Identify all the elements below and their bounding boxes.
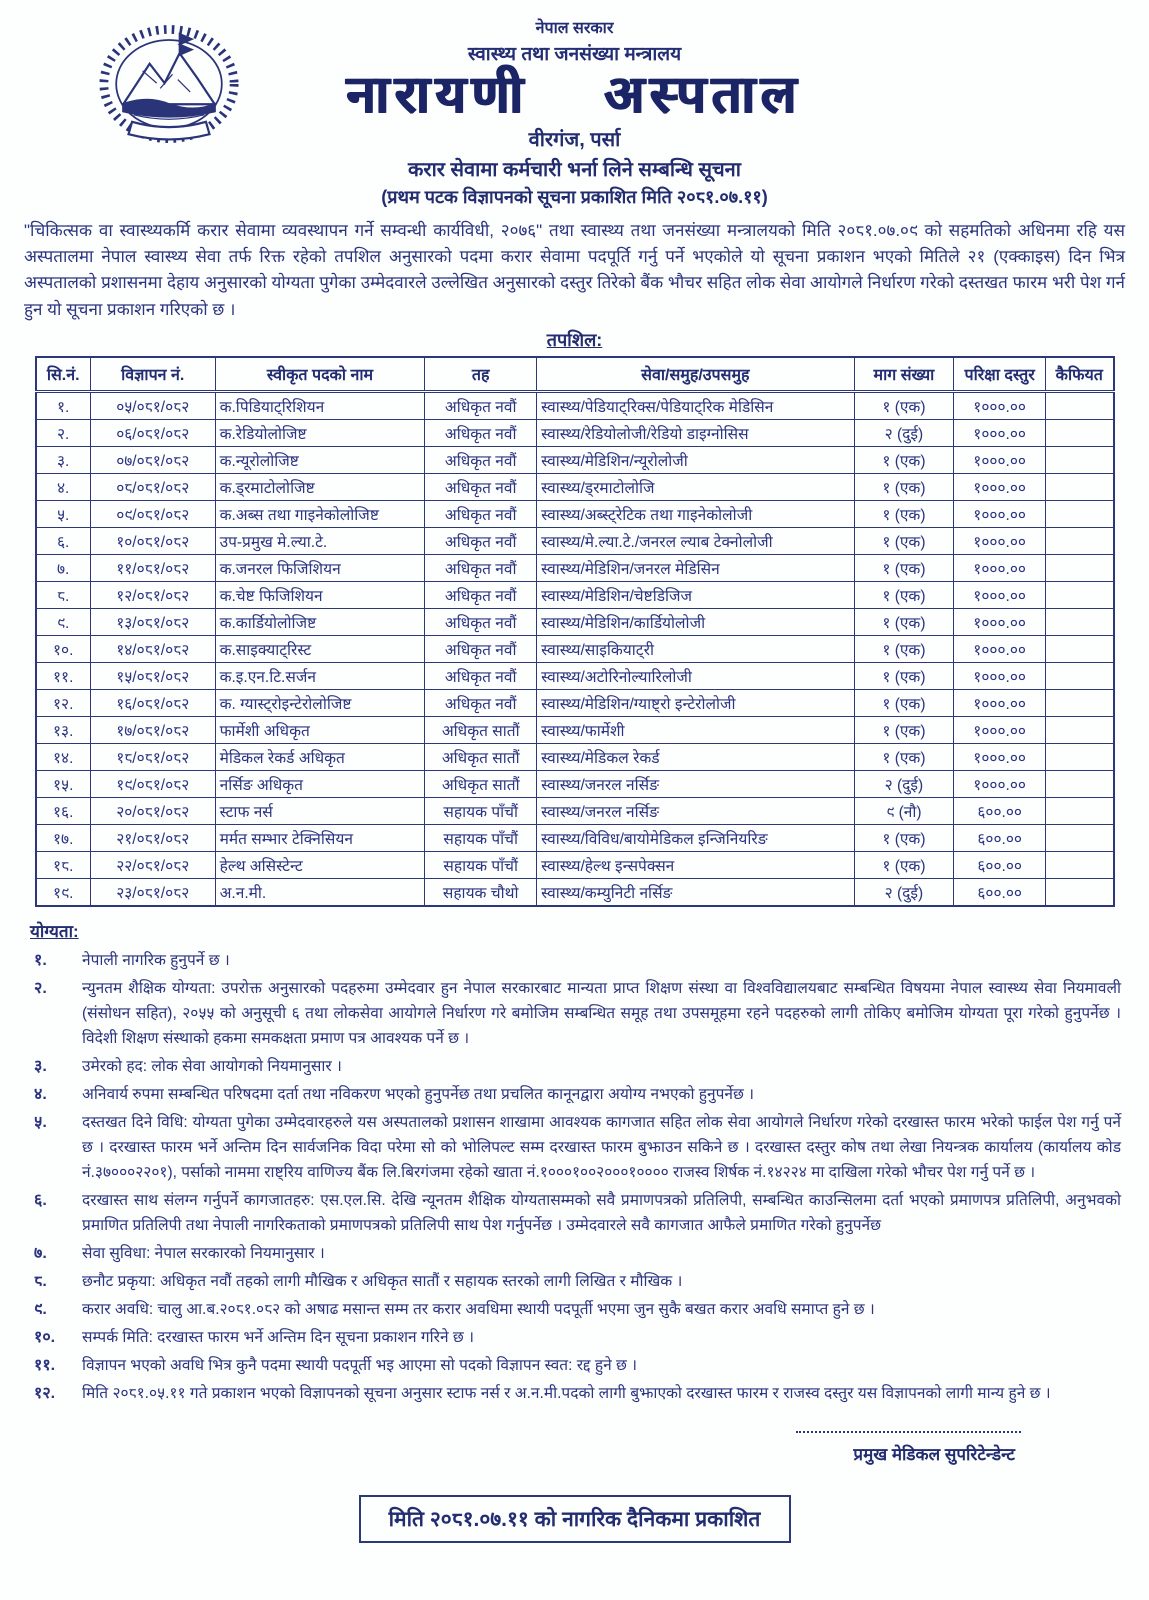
- table-cell: १०००.००: [954, 662, 1046, 689]
- qualification-item-text: करार अवधि: चालु आ.ब.२०८१.०८२ को अषाढ मसान्त सम्म तर करार अवधिमा स्थायी पदपूर्ती भएमा जुन सुकै बखत करार अवधि समाप्त हुने छ ।: [82, 1300, 875, 1318]
- table-cell: ७.: [36, 554, 91, 581]
- table-cell: फार्मेशी अधिकृत: [215, 716, 425, 743]
- table-cell: १६.: [36, 797, 91, 824]
- table-cell: १७.: [36, 824, 91, 851]
- government-line: नेपाल सरकार: [535, 20, 614, 37]
- table-cell: क.पिडियाट्रिशियन: [215, 391, 425, 419]
- table-cell: २ (दुई): [854, 770, 954, 797]
- table-cell: स्टाफ नर्स: [215, 797, 425, 824]
- table-cell: १९/०८१/०८२: [90, 770, 215, 797]
- table-cell: १ (एक): [854, 473, 954, 500]
- table-cell: स्वास्थ्य/मेडिशिन/कार्डियोलोजी: [537, 608, 854, 635]
- table-cell: स्वास्थ्य/अटोरिनोल्यारिलोजी: [537, 662, 854, 689]
- qualification-item: [24, 1110, 1125, 1185]
- table-cell: १ (एक): [854, 446, 954, 473]
- table-cell: [1046, 581, 1114, 608]
- table-cell: अधिकृत नवौं: [425, 391, 537, 419]
- qualification-item: [24, 948, 1125, 973]
- qualification-item-number: ९.: [34, 1300, 47, 1318]
- table-cell: १०००.००: [954, 770, 1046, 797]
- table-cell: [1046, 391, 1114, 419]
- qualification-item: [24, 1188, 1125, 1238]
- table-cell: [1046, 527, 1114, 554]
- table-cell: [1046, 824, 1114, 851]
- table-header-row: [36, 357, 1114, 392]
- table-cell: ३.: [36, 446, 91, 473]
- qualification-item: [24, 1082, 1125, 1107]
- table-cell: १ (एक): [854, 581, 954, 608]
- table-cell: २०/०८१/०८२: [90, 797, 215, 824]
- table-cell: १०००.००: [954, 473, 1046, 500]
- table-cell: १३/०८१/०८२: [90, 608, 215, 635]
- qualification-item-text: विज्ञापन भएको अवधि भित्र कुनै पदमा स्थायी पदपूर्ती भइ आएमा सो पदको विज्ञापन स्वत: रद्द हुने छ ।: [82, 1356, 638, 1374]
- table-cell: १०/०८१/०८२: [90, 527, 215, 554]
- table-cell: अधिकृत सातौं: [425, 743, 537, 770]
- table-cell: [1046, 797, 1114, 824]
- intro-paragraph: "चिकित्सक वा स्वास्थ्यकर्मि करार सेवामा व्यवस्थापन गर्ने सम्वन्धी कार्यविधी, २०७६" तथा स्वास्थ्य तथा जनसंख्या मन्त्रालयको मिति २०८१.०७.०९ को सहमतिको अधिनमा रहि यस अस्पतालमा नेपाल स्वास्थ्य सेवा तर्फ रिक्त रहेको तपशिल अनुसारको पदमा करार सेवामा पदपूर्ति गर्नु पर्ने भएकोले यो सूचना प्रकाशन भएको मितिले २१ (एक्काइस) दिन भित्र अस्पतालको प्रशासनमा देहाय अनुसारको योग्यता पुगेका उम्मेदवारले उल्लेखित अनुसारको दस्तुर तिरेको बैंक भौचर सहित लोक सेवा आयोगले निर्धारण गरेको दस्तखत फारम भरी पेश गर्न हुन यो सूचना प्रकाशन गरिएको छ ।: [24, 220, 1125, 319]
- qualification-item-text: छनौट प्रकृया: अधिकृत नवौं तहको लागी मौखिक र अधिकृत सातौं र सहायक स्तरको लागी लिखित र मौखिक ।: [82, 1272, 683, 1290]
- table-cell: २.: [36, 419, 91, 446]
- table-cell: स्वास्थ्य/रेडियोलोजी/रेडियो डाइग्नोसिस: [537, 419, 854, 446]
- qualification-item-number: २.: [34, 979, 47, 997]
- qualification-item-number: ११.: [34, 1356, 56, 1374]
- table-cell: क.जनरल फिजिशियन: [215, 554, 425, 581]
- qualifications-heading: योग्यता:: [30, 921, 79, 941]
- table-row: [36, 446, 1114, 473]
- table-cell: १ (एक): [854, 608, 954, 635]
- qualification-item-text: नेपाली नागरिक हुनुपर्ने छ ।: [82, 951, 230, 969]
- table-row: [36, 689, 1114, 716]
- table-cell: स्वास्थ्य/मे.ल्या.टे./जनरल ल्याब टेक्नोलोजी: [537, 527, 854, 554]
- table-cell: [1046, 635, 1114, 662]
- qualification-item-text: सम्पर्क मिति: दरखास्त फारम भर्ने अन्तिम दिन सूचना प्रकाशन गरिने छ ।: [82, 1328, 474, 1346]
- table-cell: ०६/०८१/०८२: [90, 419, 215, 446]
- table-cell: अधिकृत नवौं: [425, 473, 537, 500]
- table-cell: ६.: [36, 527, 91, 554]
- notice-subtitle: (प्रथम पटक विज्ञापनको सूचना प्रकाशित मिति २०८१.०७.११): [381, 186, 768, 207]
- table-cell: ८.: [36, 581, 91, 608]
- table-cell: [1046, 878, 1114, 906]
- table-cell: स्वास्थ्य/साइकियाट्री: [537, 635, 854, 662]
- table-cell: मर्मत सम्भार टेक्निसियन: [215, 824, 425, 851]
- hospital-location: वीरगंज, पर्सा: [528, 128, 621, 151]
- signature-block: [24, 1420, 1021, 1465]
- table-cell: [1046, 770, 1114, 797]
- col-header-quantity: माग संख्या: [854, 357, 954, 392]
- table-cell: १ (एक): [854, 635, 954, 662]
- table-cell: १८/०८१/०८२: [90, 743, 215, 770]
- qualification-item-number: ८.: [34, 1272, 47, 1290]
- qualification-item: [24, 1269, 1125, 1294]
- table-cell: [1046, 851, 1114, 878]
- table-row: [36, 770, 1114, 797]
- table-cell: स्वास्थ्य/फार्मेशी: [537, 716, 854, 743]
- table-cell: ९.: [36, 608, 91, 635]
- table-row: [36, 743, 1114, 770]
- table-cell: १८.: [36, 851, 91, 878]
- table-cell: १ (एक): [854, 824, 954, 851]
- table-cell: १२/०८१/०८२: [90, 581, 215, 608]
- table-row: [36, 527, 1114, 554]
- table-row: [36, 878, 1114, 906]
- table-row: [36, 716, 1114, 743]
- table-cell: १ (एक): [854, 662, 954, 689]
- table-cell: स्वास्थ्य/मेडिशिन/जनरल मेडिसिन: [537, 554, 854, 581]
- table-cell: १३.: [36, 716, 91, 743]
- col-header-exam-fee: परिक्षा दस्तुर: [954, 357, 1046, 392]
- table-row: [36, 851, 1114, 878]
- table-cell: क.रेडियोलोजिष्ट: [215, 419, 425, 446]
- qualification-item-text: दरखास्त साथ संलग्न गर्नुपर्ने कागजातहरु: एस.एल.सि. देखि न्यूनतम शैक्षिक योग्यतासम्मको सवै प्रमाणपत्रको प्रतिलिपी, सम्बन्धित काउन्सिलमा दर्ता भएको प्रमाणपत्र प्रतिलिपी, अनुभवको प्रमाणित प्रतिलिपी तथा नेपाली नागरिकताको प्रमाणपत्रको प्रतिलिपी साथ पेश गर्नुपर्नेछ । उम्मेदवारले सवै कागजात आफैले प्रमाणित गरेको हुनुपर्नेछ: [82, 1191, 1121, 1234]
- table-cell: १ (एक): [854, 527, 954, 554]
- table-cell: २२/०८१/०८२: [90, 851, 215, 878]
- table-cell: १ (एक): [854, 500, 954, 527]
- table-cell: १०००.००: [954, 391, 1046, 419]
- table-cell: [1046, 419, 1114, 446]
- table-cell: [1046, 500, 1114, 527]
- table-cell: १५/०८१/०८२: [90, 662, 215, 689]
- table-cell: १६/०८१/०८२: [90, 689, 215, 716]
- table-cell: १२.: [36, 689, 91, 716]
- qualification-item: [24, 1353, 1125, 1378]
- qualification-item-number: ६.: [34, 1191, 47, 1209]
- table-cell: स्वास्थ्य/विविध/बायोमेडिकल इन्जिनियरिङ: [537, 824, 854, 851]
- qualifications-list: [24, 948, 1125, 1406]
- table-cell: स्वास्थ्य/ड्रमाटोलोजि: [537, 473, 854, 500]
- table-cell: स्वास्थ्य/जनरल नर्सिङ: [537, 770, 854, 797]
- table-cell: ६००.००: [954, 797, 1046, 824]
- table-cell: क.कार्डियोलोजिष्ट: [215, 608, 425, 635]
- table-cell: क. ग्यास्ट्रोइन्टेरोलोजिष्ट: [215, 689, 425, 716]
- table-cell: अधिकृत नवौं: [425, 689, 537, 716]
- publication-note-box: मिति २०८१.०७.११ को नागरिक दैनिकमा प्रकाशित: [359, 1495, 791, 1543]
- table-cell: अधिकृत नवौं: [425, 500, 537, 527]
- notice-title: करार सेवामा कर्मचारी भर्ना लिने सम्बन्धि सूचना: [408, 158, 741, 181]
- table-cell: १७/०८१/०८२: [90, 716, 215, 743]
- table-cell: नर्सिङ अधिकृत: [215, 770, 425, 797]
- table-cell: ६००.००: [954, 824, 1046, 851]
- table-cell: १४.: [36, 743, 91, 770]
- table-cell: अधिकृत नवौं: [425, 662, 537, 689]
- qualification-item-text: उमेरको हद: लोक सेवा आयोगको नियमानुसार ।: [82, 1057, 342, 1075]
- table-caption: तपशिल:: [546, 329, 603, 350]
- table-cell: स्वास्थ्य/मेडिशिन/न्यूरोलोजी: [537, 446, 854, 473]
- table-cell: हेल्थ असिस्टेन्ट: [215, 851, 425, 878]
- qualification-item-text: अनिवार्य रुपमा सम्बन्धित परिषदमा दर्ता तथा नविकरण भएको हुनुपर्नेछ तथा प्रचलित कानूनद्वारा अयोग्य नभएको हुनुपर्नेछ ।: [82, 1085, 755, 1103]
- table-cell: स्वास्थ्य/मेडिकल रेकर्ड: [537, 743, 854, 770]
- table-cell: १०००.००: [954, 608, 1046, 635]
- table-cell: क.न्यूरोलोजिष्ट: [215, 446, 425, 473]
- table-cell: क.इ.एन.टि.सर्जन: [215, 662, 425, 689]
- table-row: [36, 419, 1114, 446]
- table-row: [36, 635, 1114, 662]
- table-cell: क.ड्रमाटोलोजिष्ट: [215, 473, 425, 500]
- table-cell: स्वास्थ्य/मेडिशिन/चेष्टडिजिज: [537, 581, 854, 608]
- signature-title: प्रमुख मेडिकल सुपरिटेन्डेन्ट: [853, 1444, 1015, 1464]
- qualification-item-text: मिति २०८१.०५.११ गते प्रकाशन भएको विज्ञापनको सूचना अनुसार स्टाफ नर्स र अ.न.मी.पदको लागी बुझाएको दरखास्त फारम र राजस्व दस्तुर यस विज्ञापनको लागी मान्य हुने छ ।: [82, 1384, 1051, 1402]
- table-cell: स्वास्थ्य/पेडियाट्रिक्स/पेडियाट्रिक मेडिसिन: [537, 391, 854, 419]
- signature-dotted-line: [796, 1421, 1021, 1433]
- table-row: [36, 581, 1114, 608]
- table-cell: ११.: [36, 662, 91, 689]
- table-cell: २३/०८१/०८२: [90, 878, 215, 906]
- table-cell: अधिकृत नवौं: [425, 635, 537, 662]
- qualification-item: [24, 976, 1125, 1051]
- qualification-item-text: सेवा सुविधा: नेपाल सरकारको नियमानुसार ।: [82, 1244, 325, 1262]
- table-cell: १ (एक): [854, 391, 954, 419]
- qualification-item-number: ४.: [34, 1085, 47, 1103]
- table-cell: ०५/०८१/०८२: [90, 391, 215, 419]
- qualification-item: [24, 1297, 1125, 1322]
- qualification-item-number: ५.: [34, 1113, 47, 1131]
- table-cell: १०००.००: [954, 743, 1046, 770]
- qualification-item-number: १.: [34, 951, 47, 969]
- table-cell: ४.: [36, 473, 91, 500]
- qualification-item-number: १२.: [34, 1384, 56, 1402]
- qualification-item-text: दस्तखत दिने विधि: योग्यता पुगेका उम्मेदवारहरुले यस अस्पतालको प्रशासन शाखामा आवश्यक कागजात सहित लोक सेवा आयोगले निर्धारण गरेको दरखास्त फारम भरेको फाईल पेश गर्नु पर्ने छ । दरखास्त फारम भर्ने अन्तिम दिन सार्वजनिक विदा परेमा सो को भोलिपल्ट सम्म दरखास्त फारम बुझाउन सकिने छ । दरखास्त दस्तुर कोष तथा लेखा नियन्त्रक कार्यालय (कार्यालय कोड नं.३७०००२२०१), पर्साको नाममा राष्ट्रिय वाणिज्य बैंक लि.बिरगंजमा रहेको खाता नं.१०००१००२०००१०००० राजस्व शिर्षक नं.१४२२४ मा दाखिला गरेको भौचर पेश गर्नु पर्ने छ ।: [82, 1113, 1121, 1181]
- table-cell: स्वास्थ्य/अब्स्ट्रेटिक तथा गाइनेकोलोजी: [537, 500, 854, 527]
- table-row: [36, 608, 1114, 635]
- col-header-level: तह: [425, 357, 537, 392]
- table-row: [36, 662, 1114, 689]
- table-cell: [1046, 689, 1114, 716]
- table-cell: स्वास्थ्य/मेडिशिन/ग्याष्ट्रो इन्टेरोलोजी: [537, 689, 854, 716]
- table-cell: ६००.००: [954, 878, 1046, 906]
- table-cell: ९ (नौ): [854, 797, 954, 824]
- table-cell: १ (एक): [854, 554, 954, 581]
- table-row: [36, 500, 1114, 527]
- table-cell: १०००.००: [954, 446, 1046, 473]
- table-cell: २ (दुई): [854, 419, 954, 446]
- table-cell: १०००.००: [954, 527, 1046, 554]
- table-cell: १ (एक): [854, 851, 954, 878]
- table-cell: क.अब्स तथा गाइनेकोलोजिष्ट: [215, 500, 425, 527]
- table-cell: [1046, 608, 1114, 635]
- table-cell: १४/०८१/०८२: [90, 635, 215, 662]
- table-cell: ११/०८१/०८२: [90, 554, 215, 581]
- ministry-line: स्वास्थ्य तथा जनसंख्या मन्त्रालय: [467, 44, 682, 65]
- table-cell: अधिकृत नवौं: [425, 554, 537, 581]
- table-cell: [1046, 473, 1114, 500]
- table-cell: १०००.००: [954, 554, 1046, 581]
- hospital-title: नारायणी अस्पताल: [346, 66, 803, 124]
- table-cell: [1046, 446, 1114, 473]
- table-cell: अधिकृत नवौं: [425, 446, 537, 473]
- table-cell: १ (एक): [854, 716, 954, 743]
- table-cell: अधिकृत सातौं: [425, 716, 537, 743]
- col-header-service-group: सेवा/समुह/उपसमुह: [537, 357, 854, 392]
- table-cell: ०७/०८१/०८२: [90, 446, 215, 473]
- qualification-item-number: ७.: [34, 1244, 47, 1262]
- table-cell: १०००.००: [954, 500, 1046, 527]
- nepal-government-emblem-icon: [80, 18, 258, 150]
- table-cell: स्वास्थ्य/हेल्थ इन्सपेक्सन: [537, 851, 854, 878]
- table-cell: १०.: [36, 635, 91, 662]
- table-cell: १०००.००: [954, 581, 1046, 608]
- qualification-item-number: ३.: [34, 1057, 47, 1075]
- col-header-sn: सि.नं.: [36, 357, 91, 392]
- col-header-post-name: स्वीकृत पदको नाम: [215, 357, 425, 392]
- table-cell: स्वास्थ्य/जनरल नर्सिङ: [537, 797, 854, 824]
- table-cell: १०००.००: [954, 716, 1046, 743]
- table-cell: १ (एक): [854, 689, 954, 716]
- table-cell: १०००.००: [954, 635, 1046, 662]
- table-cell: १.: [36, 391, 91, 419]
- table-cell: क.चेष्ट फिजिशियन: [215, 581, 425, 608]
- table-cell: सहायक पाँचौं: [425, 824, 537, 851]
- table-cell: स्वास्थ्य/कम्युनिटी नर्सिङ: [537, 878, 854, 906]
- table-cell: १०००.००: [954, 689, 1046, 716]
- qualification-item: [24, 1325, 1125, 1350]
- table-cell: १५.: [36, 770, 91, 797]
- table-cell: [1046, 743, 1114, 770]
- table-row: [36, 391, 1114, 419]
- table-cell: सहायक चौथो: [425, 878, 537, 906]
- table-cell: ५.: [36, 500, 91, 527]
- table-cell: [1046, 662, 1114, 689]
- table-row: [36, 554, 1114, 581]
- table-cell: अधिकृत नवौं: [425, 608, 537, 635]
- qualification-item-text: न्युनतम शैक्षिक योग्यता: उपरोक्त अनुसारको पदहरुमा उम्मेदवार हुन नेपाल सरकारबाट मान्यता प्राप्त शिक्षण संस्था वा विश्वविद्यालयबाट सम्बन्धित विषयमा नेपाल स्वास्थ्य सेवा नियमावली (संसोधन सहित), २०५५ को अनुसूची ६ तथा लोकसेवा आयोगले निर्धारण गरे बमोजिम सम्बन्धित समूह तथा उपसमूहमा रहने पदहरुको लागी तोकिए बमोजिम योग्यता पूरा गरेको हुनुपर्नेछ । विदेशी शिक्षण संस्थाको हकमा समकक्षता प्रमाण पत्र आवश्यक पर्ने छ ।: [82, 979, 1121, 1047]
- table-row: [36, 797, 1114, 824]
- table-cell: मेडिकल रेकर्ड अधिकृत: [215, 743, 425, 770]
- table-cell: [1046, 716, 1114, 743]
- table-cell: १०००.००: [954, 419, 1046, 446]
- document-header: [24, 16, 1125, 209]
- table-cell: सहायक पाँचौं: [425, 797, 537, 824]
- qualification-item-number: १०.: [34, 1328, 56, 1346]
- col-header-advert-no: विज्ञापन नं.: [90, 357, 215, 392]
- table-cell: उप-प्रमुख मे.ल्या.टे.: [215, 527, 425, 554]
- table-cell: क.साइक्याट्रिस्ट: [215, 635, 425, 662]
- qualification-item: [24, 1241, 1125, 1266]
- table-cell: २ (दुई): [854, 878, 954, 906]
- table-cell: २१/०८१/०८२: [90, 824, 215, 851]
- table-cell: ०८/०८१/०८२: [90, 473, 215, 500]
- table-row: [36, 824, 1114, 851]
- table-cell: अ.न.मी.: [215, 878, 425, 906]
- table-cell: अधिकृत नवौं: [425, 581, 537, 608]
- qualification-item: [24, 1054, 1125, 1079]
- table-cell: ०९/०८१/०८२: [90, 500, 215, 527]
- table-row: [36, 473, 1114, 500]
- table-cell: अधिकृत नवौं: [425, 527, 537, 554]
- qualification-item: [24, 1381, 1125, 1406]
- vacancy-table: [35, 356, 1115, 907]
- table-cell: अधिकृत सातौं: [425, 770, 537, 797]
- table-cell: ६००.००: [954, 851, 1046, 878]
- table-cell: १ (एक): [854, 743, 954, 770]
- col-header-remarks: कैफियत: [1046, 357, 1114, 392]
- table-body: [36, 391, 1114, 906]
- table-cell: अधिकृत नवौं: [425, 419, 537, 446]
- table-cell: [1046, 554, 1114, 581]
- table-cell: सहायक पाँचौं: [425, 851, 537, 878]
- table-cell: १९.: [36, 878, 91, 906]
